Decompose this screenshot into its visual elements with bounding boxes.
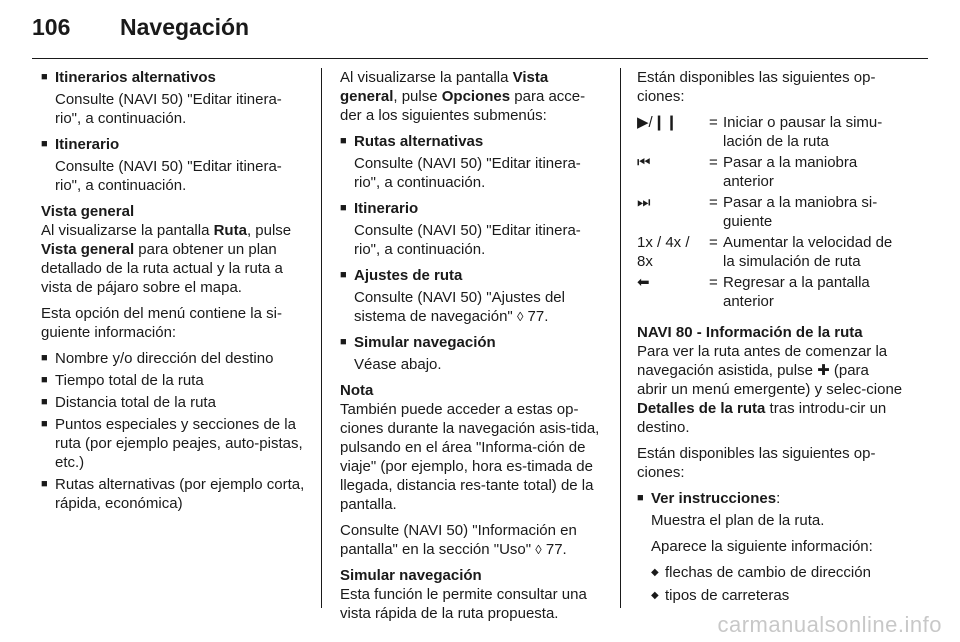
text: , pulse xyxy=(393,88,442,105)
square-bullet-icon: ■ xyxy=(41,478,48,490)
ui-term: Ruta xyxy=(213,222,247,239)
list-item-text: Puntos especiales y secciones de la ruta (por ejemplo peajes, auto-pistas, etc.) xyxy=(55,416,303,471)
ref-arrow-icon: ◊ xyxy=(535,542,542,557)
text: Al visualizarse la pantalla xyxy=(41,222,214,239)
control-symbol-icon: ⏭ xyxy=(637,194,651,211)
list-item-text: Nombre y/o dirección del destino xyxy=(55,350,274,367)
ui-term: Vista general xyxy=(41,241,135,258)
plus-icon: ✚ xyxy=(817,362,830,379)
page-header xyxy=(32,14,249,54)
bullet-item xyxy=(41,135,307,154)
ref-arrow-icon: ◊ xyxy=(516,309,524,324)
equals-sign: = xyxy=(709,114,718,131)
text: Consulte (NAVI 50) "Editar itinera-rio", a continuación. xyxy=(354,155,581,191)
list-item xyxy=(41,415,307,472)
bullet-title xyxy=(651,489,903,508)
note-text: También puede acceder a estas op-ciones durante la navegación asis-tida, pulsando en el área "Informa-ción de viaje" (por ejemplo, hora es-timada de llegada, distancia res-tante total) de la pantalla. xyxy=(340,401,600,513)
info-list xyxy=(41,349,307,513)
submenu-item-title: Simular navegación xyxy=(354,334,496,351)
square-bullet-icon: ■ xyxy=(637,492,644,504)
control-symbol-icon: ⬅ xyxy=(637,274,650,291)
bullet-text: Consulte (NAVI 50) "Editar itinera-rio", a continuación. xyxy=(55,91,282,127)
list-item-text: Distancia total de la ruta xyxy=(55,394,216,411)
text: (para abrir un menú emergente) y selec-cione xyxy=(637,362,903,398)
page-ref: 77. xyxy=(545,541,567,558)
ui-term: Opciones xyxy=(441,88,511,105)
list-item-text: tipos de carreteras xyxy=(665,587,790,604)
square-bullet-icon: ■ xyxy=(340,269,347,281)
submenu-item-text xyxy=(340,288,606,326)
submenu-item-text xyxy=(340,355,606,374)
submenu-item xyxy=(340,333,606,352)
column-2 xyxy=(340,68,606,630)
submenu-item-text xyxy=(340,221,606,259)
submenu-item-text xyxy=(340,154,606,192)
list-item xyxy=(41,371,307,390)
definition-text: Aumentar la velocidad de la simulación de ruta xyxy=(723,234,893,270)
section-heading: Simular navegación xyxy=(340,567,482,584)
page-number: 106 xyxy=(32,14,71,40)
text: Para ver la ruta antes de comenzar la navegación asistida, pulse xyxy=(637,343,888,379)
equals-sign: = xyxy=(709,234,718,251)
text: Consulte (NAVI 50) "Ajustes del sistema de navegación" xyxy=(354,289,565,325)
square-bullet-icon: ■ xyxy=(41,352,48,364)
text: , pulse xyxy=(246,222,292,239)
text: para obtener un plan detallado de la ruta actual y la ruta a vista de pájaro sobre el mapa. xyxy=(41,241,283,296)
submenu-item xyxy=(340,199,606,218)
submenu-list xyxy=(340,132,606,374)
definition-row xyxy=(637,273,903,311)
header-divider xyxy=(32,58,928,59)
text: Consulte (NAVI 50) "Editar itinera-rio", a continuación. xyxy=(354,222,581,258)
definition-text: Pasar a la maniobra si-guiente xyxy=(723,194,878,230)
text: tras introdu-cir un destino. xyxy=(637,400,887,436)
submenu-item xyxy=(340,266,606,285)
list-item xyxy=(637,563,903,582)
equals-sign: = xyxy=(709,274,718,291)
column-1 xyxy=(41,68,307,516)
ui-term: Vista general xyxy=(340,69,549,105)
bullet-text: Consulte (NAVI 50) "Editar itinera-rio", a continuación. xyxy=(55,158,282,194)
column-divider xyxy=(321,68,322,608)
paragraph: Esta opción del menú contiene la si-guiente información: xyxy=(41,305,282,341)
list-item-text: Tiempo total de la ruta xyxy=(55,372,204,389)
text: Al visualizarse la pantalla xyxy=(340,69,513,86)
text: Véase abajo. xyxy=(354,356,442,373)
paragraph: Están disponibles las siguientes op-ciones: xyxy=(637,69,876,105)
bullet-text: Muestra el plan de la ruta. xyxy=(651,512,825,529)
ui-term: Detalles de la ruta xyxy=(637,400,766,417)
section-heading: NAVI 80 - Información de la ruta xyxy=(637,324,863,341)
list-item xyxy=(41,349,307,368)
text: para acce-der a los siguientes submenús: xyxy=(340,88,586,124)
square-bullet-icon: ■ xyxy=(340,135,347,147)
note-text xyxy=(340,521,606,559)
square-bullet-icon: ■ xyxy=(41,396,48,408)
chapter-title: Navegación xyxy=(120,14,250,40)
section-heading: Vista general xyxy=(41,203,135,220)
equals-sign: = xyxy=(709,154,718,171)
paragraph xyxy=(637,342,903,437)
square-bullet-icon: ■ xyxy=(340,202,347,214)
submenu-item xyxy=(340,132,606,151)
page-ref: 77. xyxy=(527,308,549,325)
control-symbol-icon: 1x / 4x / 8x xyxy=(637,234,690,270)
info-list xyxy=(637,563,903,605)
watermark: carmanualsonline.info xyxy=(717,612,942,637)
submenu-item-title: Itinerario xyxy=(354,200,419,217)
paragraph xyxy=(41,221,307,297)
list-item-text: Rutas alternativas (por ejemplo corta, rápida, económica) xyxy=(55,476,305,512)
square-bullet-icon: ■ xyxy=(340,336,347,348)
paragraph: Esta función le permite consultar una vista rápida de la ruta propuesta. xyxy=(340,586,587,622)
column-3 xyxy=(637,68,903,609)
text: Consulte (NAVI 50) "Información en pantalla" en la sección "Uso" xyxy=(340,522,577,558)
text: : xyxy=(776,490,781,507)
bullet-text: Aparece la siguiente información: xyxy=(651,538,873,555)
list-item xyxy=(41,393,307,412)
square-bullet-icon: ■ xyxy=(41,71,48,83)
bullet-title: Itinerario xyxy=(55,136,120,153)
bullet-item xyxy=(637,489,903,508)
definition-row xyxy=(637,233,903,271)
definition-text: Pasar a la maniobra anterior xyxy=(723,154,858,190)
diamond-bullet-icon: ◆ xyxy=(651,567,659,578)
submenu-item-title: Ajustes de ruta xyxy=(354,267,463,284)
square-bullet-icon: ■ xyxy=(41,418,48,430)
ui-term: Ver instrucciones xyxy=(651,490,777,507)
paragraph: Están disponibles las siguientes op-ciones: xyxy=(637,445,876,481)
definition-text: Iniciar o pausar la simu-lación de la ruta xyxy=(723,114,883,150)
diamond-bullet-icon: ◆ xyxy=(651,590,659,601)
definition-row xyxy=(637,153,903,191)
paragraph xyxy=(340,68,606,125)
control-symbol-icon: ▶/❙❙ xyxy=(637,114,678,131)
note-title: Nota xyxy=(340,382,374,399)
square-bullet-icon: ■ xyxy=(41,374,48,386)
definition-text: Regresar a la pantalla anterior xyxy=(723,274,870,310)
definition-row xyxy=(637,113,903,151)
definition-row xyxy=(637,193,903,231)
list-item-text: flechas de cambio de dirección xyxy=(665,564,871,581)
equals-sign: = xyxy=(709,194,718,211)
bullet-title: Itinerarios alternativos xyxy=(55,69,216,86)
submenu-item-title: Rutas alternativas xyxy=(354,133,484,150)
list-item xyxy=(41,475,307,513)
bullet-item xyxy=(41,68,307,87)
definition-list xyxy=(637,113,903,311)
list-item xyxy=(637,586,903,605)
column-divider xyxy=(620,68,621,608)
control-symbol-icon: ⏮ xyxy=(637,154,651,171)
square-bullet-icon: ■ xyxy=(41,138,48,150)
